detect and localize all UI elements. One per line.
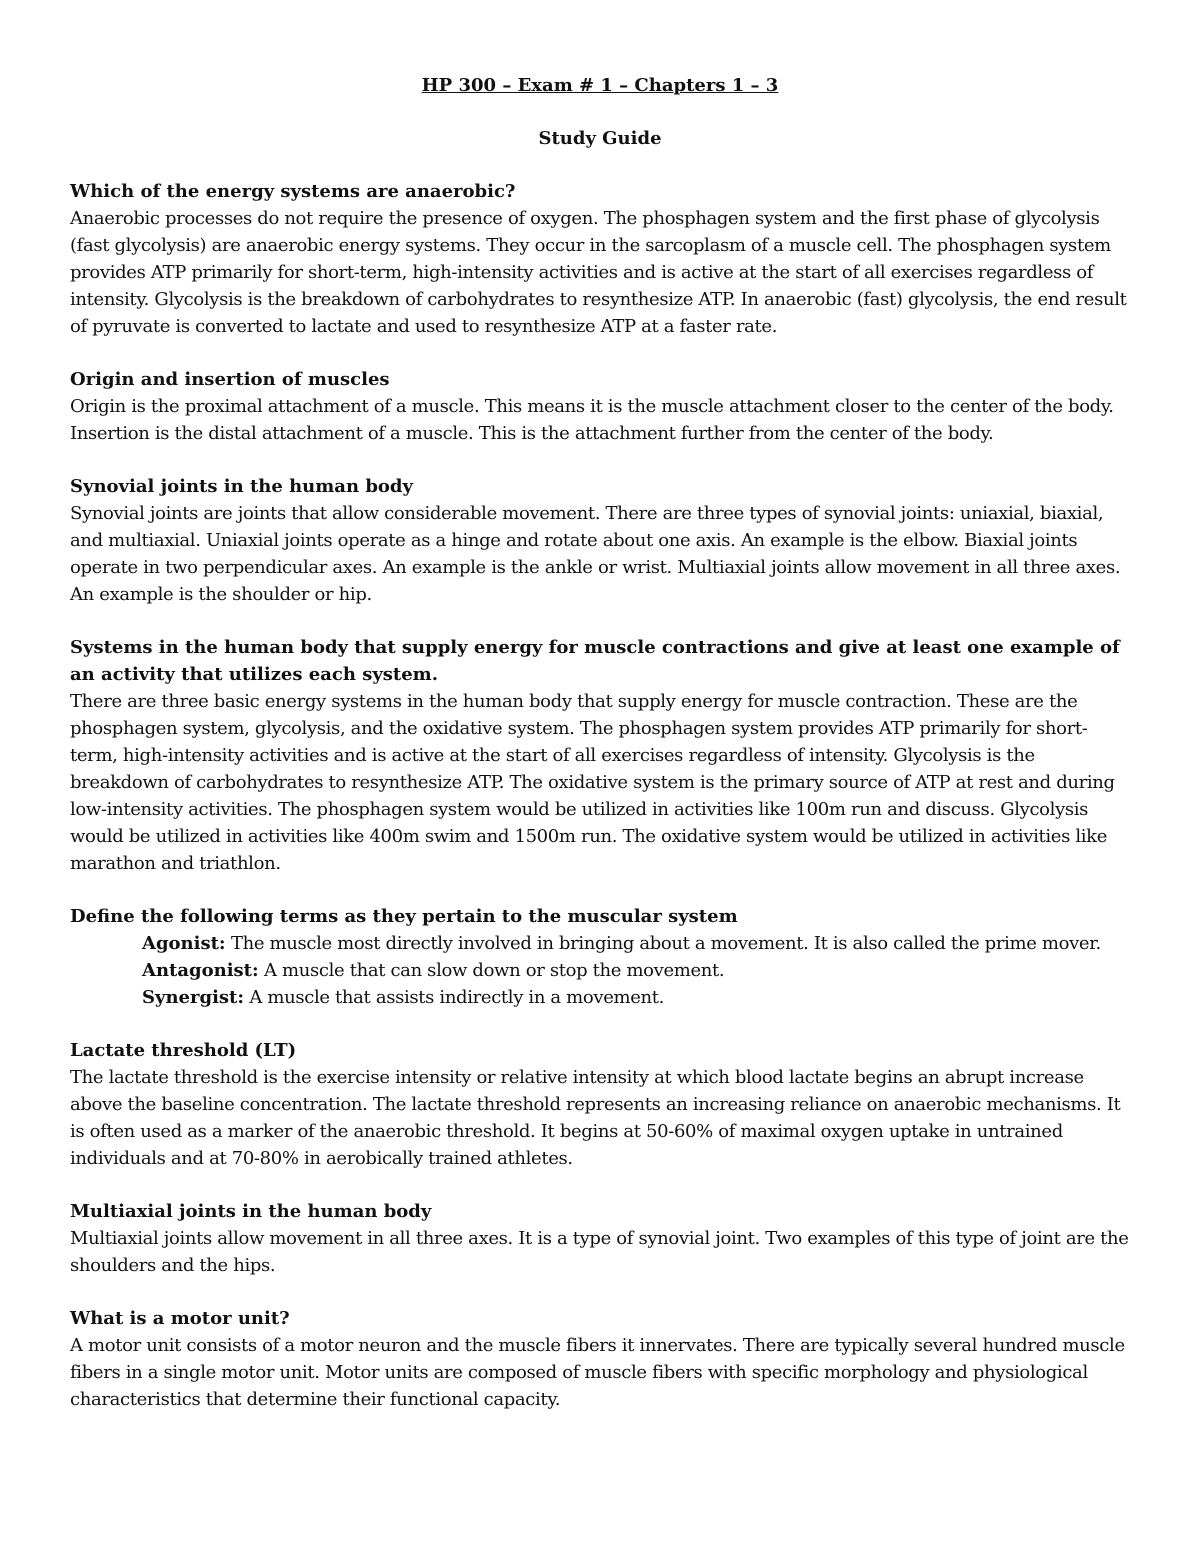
term-label: Synergist: bbox=[142, 987, 244, 1008]
document-subtitle: Study Guide bbox=[538, 128, 662, 149]
section-synovial-joints bbox=[70, 473, 1130, 608]
section-heading: Define the following terms as they pertain to the muscular system bbox=[70, 906, 738, 927]
term-label: Agonist: bbox=[142, 933, 226, 954]
section-lactate-threshold bbox=[70, 1037, 1130, 1172]
section-heading: Origin and insertion of muscles bbox=[70, 369, 390, 390]
section-body: Multiaxial joints allow movement in all three axes. It is a type of synovial joint. Two examples of this type of joint are the shoulders and the hips. bbox=[70, 1228, 1129, 1276]
term-definition: A muscle that can slow down or stop the movement. bbox=[258, 960, 725, 981]
term-label: Antagonist: bbox=[142, 960, 259, 981]
term-definition: The muscle most directly involved in bringing about a movement. It is also called the prime mover. bbox=[225, 933, 1101, 954]
section-body: There are three basic energy systems in the human body that supply energy for muscle contraction. These are the phosphagen system, glycolysis, and the oxidative system. The phosphagen system provides ATP primarily for short-term, high-intensity activities and is active at the start of all exercises regardless of intensity. Glycolysis is the breakdown of carbohydrates to resynthesize ATP. The oxidative system is the primary source of ATP at rest and during low-intensity activities. The phosphagen system would be utilized in activities like 100m run and discuss. Glycolysis would be utilized in activities like 400m swim and 1500m run. The oxidative system would be utilized in activities like marathon and triathlon. bbox=[70, 691, 1115, 874]
section-anaerobic-systems bbox=[70, 178, 1130, 340]
document-page bbox=[70, 72, 1130, 1439]
section-body: A motor unit consists of a motor neuron and the muscle fibers it innervates. There are typically several hundred muscle fibers in a single motor unit. Motor units are composed of muscle fibers with specific morphology and physiological characteristics that determine their functional capacity. bbox=[70, 1335, 1125, 1410]
document-title: HP 300 – Exam # 1 – Chapters 1 – 3 bbox=[421, 75, 779, 96]
term-synergist bbox=[70, 984, 1130, 1011]
section-body: Anaerobic processes do not require the presence of oxygen. The phosphagen system and the first phase of glycolysis (fast glycolysis) are anaerobic energy systems. They occur in the sarcoplasm of a muscle cell. The phosphagen system provides ATP primarily for short-term, high-intensity activities and is active at the start of all exercises regardless of intensity. Glycolysis is the breakdown of carbohydrates to resynthesize ATP. In anaerobic (fast) glycolysis, the end result of pyruvate is converted to lactate and used to resynthesize ATP at a faster rate. bbox=[70, 208, 1127, 337]
term-antagonist bbox=[70, 957, 1130, 984]
section-heading: Lactate threshold (LT) bbox=[70, 1040, 297, 1061]
section-heading: Which of the energy systems are anaerobic? bbox=[70, 181, 516, 202]
section-body: The lactate threshold is the exercise intensity or relative intensity at which blood lactate begins an abrupt increase above the baseline concentration. The lactate threshold represents an increasing reliance on anaerobic mechanisms. It is often used as a marker of the anaerobic threshold. It begins at 50-60% of maximal oxygen uptake in untrained individuals and at 70-80% in aerobically trained athletes. bbox=[70, 1067, 1121, 1169]
section-origin-insertion bbox=[70, 366, 1130, 447]
section-body: Origin is the proximal attachment of a muscle. This means it is the muscle attachment closer to the center of the body. Insertion is the distal attachment of a muscle. This is the attachment further from the center of the body. bbox=[70, 396, 1114, 444]
section-motor-unit bbox=[70, 1305, 1130, 1413]
section-heading: Synovial joints in the human body bbox=[70, 476, 413, 497]
term-agonist bbox=[70, 930, 1130, 957]
section-heading: What is a motor unit? bbox=[70, 1308, 290, 1329]
section-body: Synovial joints are joints that allow considerable movement. There are three types of synovial joints: uniaxial, biaxial, and multiaxial. Uniaxial joints operate as a hinge and rotate about one axis. An example is the elbow. Biaxial joints operate in two perpendicular axes. An example is the ankle or wrist. Multiaxial joints allow movement in all three axes. An example is the shoulder or hip. bbox=[70, 503, 1121, 605]
section-heading: Multiaxial joints in the human body bbox=[70, 1201, 432, 1222]
section-energy-systems bbox=[70, 634, 1130, 877]
section-multiaxial-joints bbox=[70, 1198, 1130, 1279]
term-definition: A muscle that assists indirectly in a movement. bbox=[244, 987, 665, 1008]
section-muscular-terms bbox=[70, 903, 1130, 1011]
section-heading: Systems in the human body that supply energy for muscle contractions and give at least one example of an activity that utilizes each system. bbox=[70, 637, 1120, 685]
